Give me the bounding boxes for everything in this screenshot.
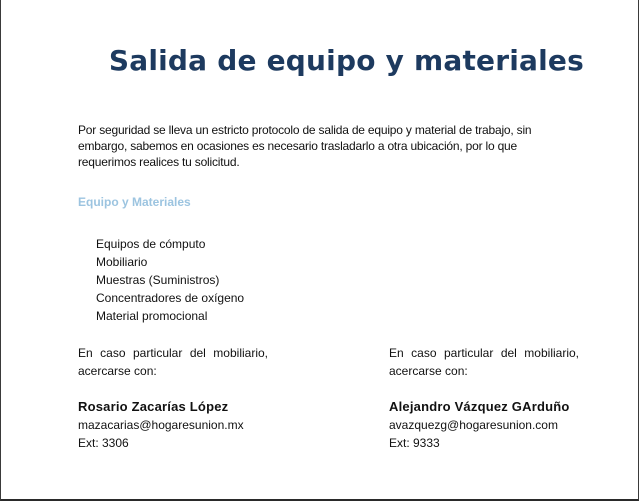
contact-extension: Ext: 3306 [78,436,129,450]
contact-note: En caso particular del mobiliario, acercarse con: [78,346,268,378]
intro-paragraph: Por seguridad se lleva un estricto protocolo de salida de equipo y material de trabajo, sin embargo, sabemos en ocasiones es necesario trasladarlo a otra ubicación, por lo que requerimos realices tu solicitud. [78,123,532,169]
contact-card-right [389,344,579,452]
contact-card-left [78,344,268,452]
contact-extension: Ext: 9333 [389,436,440,450]
contact-note: En caso particular del mobiliario, acercarse con: [389,346,579,378]
materials-list [96,235,244,325]
list-item: Muestras (Suministros) [96,273,220,287]
contact-email: mazacarias@hogaresunion.mx [78,418,244,432]
page-title: Salida de equipo y materiales [108,44,584,77]
contact-name: Rosario Zacarías López [78,399,229,414]
list-item: Concentradores de oxígeno [96,291,245,305]
section-heading: Equipo y Materiales [78,195,191,209]
list-item: Material promocional [96,309,208,323]
contact-email: avazquezg@hogaresunion.com [389,418,558,432]
contact-name: Alejandro Vázquez GArduño [389,399,570,414]
list-item: Mobiliario [96,255,148,269]
list-item: Equipos de cómputo [96,237,206,251]
